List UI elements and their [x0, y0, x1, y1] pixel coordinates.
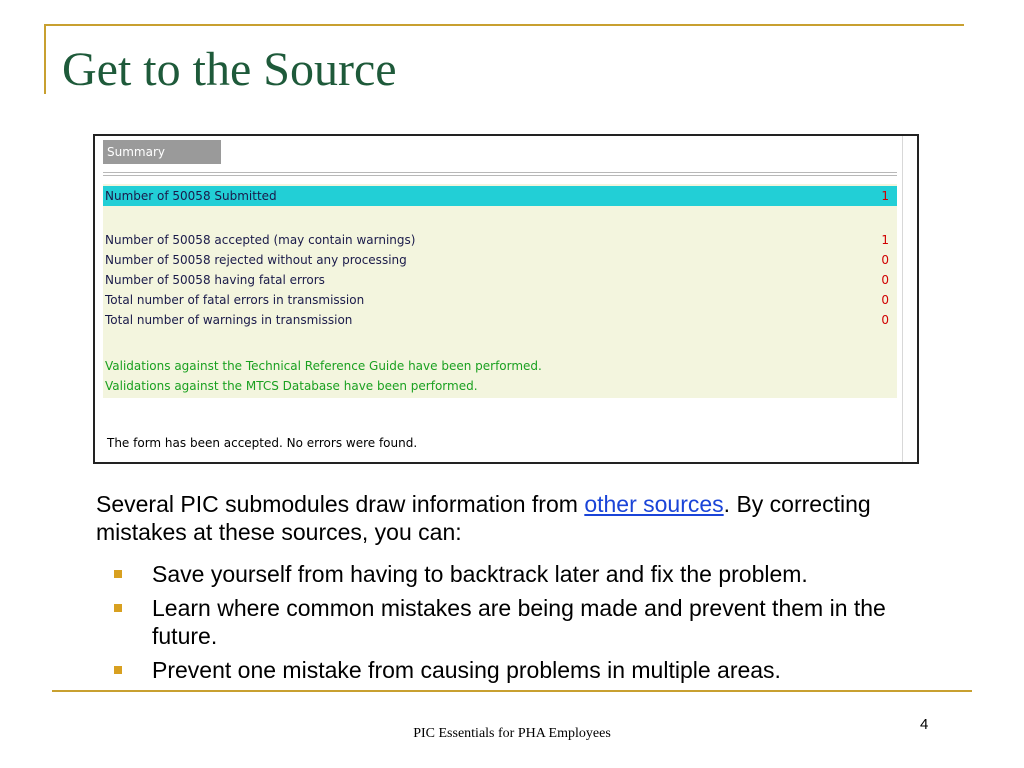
square-bullet-icon [114, 570, 122, 578]
summary-row-fatal-errors [103, 290, 897, 310]
row-label: Total number of warnings in transmission [105, 313, 353, 327]
report-scrollbar-edge [902, 136, 903, 462]
row-label: Number of 50058 having fatal errors [105, 273, 325, 287]
summary-panel [103, 184, 897, 398]
other-sources-link[interactable]: other sources [584, 491, 724, 517]
square-bullet-icon [114, 666, 122, 674]
bullet-list [112, 560, 942, 690]
slide-footer: PIC Essentials for PHA Employees [413, 726, 611, 741]
row-label: Number of 50058 Submitted [105, 189, 277, 203]
summary-row-rejected [103, 250, 897, 270]
row-value: 1 [881, 233, 889, 247]
validation-message: Validations against the Technical Reference Guide have been performed. [105, 359, 542, 373]
tab-divider-secondary [103, 175, 897, 176]
summary-row-warnings [103, 310, 897, 330]
row-label: Number of 50058 rejected without any processing [105, 253, 407, 267]
bullet-item [112, 656, 942, 684]
summary-row-submitted [103, 186, 897, 206]
row-value: 0 [881, 293, 889, 307]
row-value: 1 [881, 189, 889, 203]
summary-row-fatal [103, 270, 897, 290]
intro-paragraph [96, 490, 906, 546]
row-label: Total number of fatal errors in transmission [105, 293, 365, 307]
validation-message: Validations against the MTCS Database have been performed. [105, 379, 478, 393]
row-value: 0 [881, 273, 889, 287]
accepted-message: The form has been accepted. No errors were found. [107, 436, 418, 450]
bullet-item [112, 594, 942, 650]
bullet-item [112, 560, 942, 588]
bullet-text: Save yourself from having to backtrack later and fix the problem. [152, 561, 808, 587]
bullet-text: Learn where common mistakes are being made and prevent them in the future. [152, 595, 886, 649]
row-label: Number of 50058 accepted (may contain warnings) [105, 233, 416, 247]
summary-tab: Summary [103, 140, 221, 164]
frame-top-rule [44, 24, 964, 26]
slide-title: Get to the Source [62, 43, 397, 96]
footer-rule [52, 690, 972, 692]
page-number: 4 [920, 716, 929, 733]
bullet-text: Prevent one mistake from causing problems in multiple areas. [152, 657, 781, 683]
intro-text: Several PIC submodules draw information from [96, 491, 585, 517]
row-value: 0 [881, 253, 889, 267]
square-bullet-icon [114, 604, 122, 612]
frame-left-rule [44, 24, 46, 94]
summary-report-screenshot [93, 134, 919, 464]
intro-text-continued: . By correcting mistakes at these sources, you can: [96, 491, 871, 545]
summary-row-accepted [103, 230, 897, 250]
tab-divider [103, 172, 897, 173]
row-value: 0 [881, 313, 889, 327]
